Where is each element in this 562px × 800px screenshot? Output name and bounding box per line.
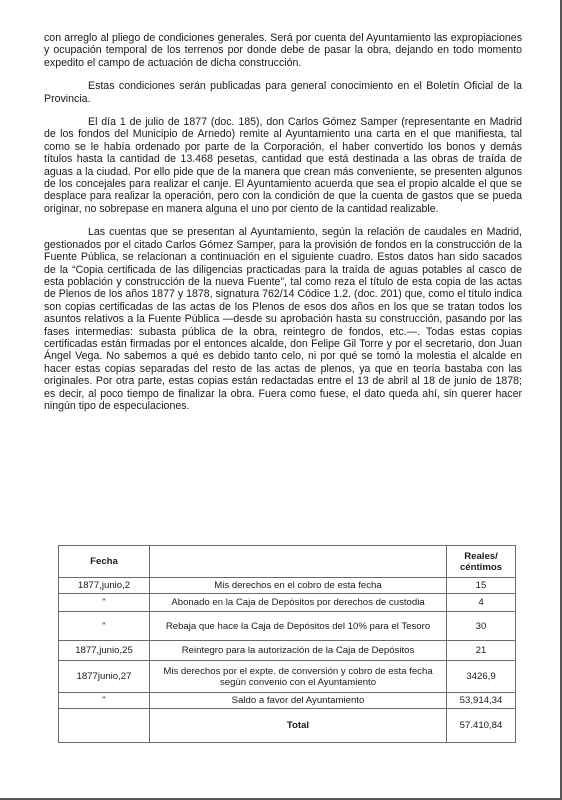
total-empty-cell bbox=[59, 709, 150, 743]
row-date: 1877junio,27 bbox=[59, 661, 150, 693]
row-amount: 4 bbox=[447, 594, 516, 612]
header-reales: Reales/ céntimos bbox=[447, 546, 516, 578]
table-row bbox=[59, 612, 516, 641]
row-date: 1877,junio,25 bbox=[59, 641, 150, 661]
paragraph: El día 1 de julio de 1877 (doc. 185), don Carlos Gómez Samper (representante en Madrid de los fondos del Municipio de Arnedo) remite al Ayuntamiento una carta en el que manifiesta, tal como se le había ordenado por parte de la Corporación, el haber convertido los bonos y demás títulos hasta la cantidad de 13.468 pesetas, cantidad que está destinada a las obras de traída de aguas a la ciudad. Por ello pide que de la manera que crean más conveniente, se presenten algunos de los concejales para realizar el canje. El Ayuntamiento acuerda que sea el propio alcalde el que se desplace para realizar la operación, pero con la condición de que la cuenta de gastos que se pueda originar, no sobrepase en manera alguna el uno por ciento de la cantidad realizable. bbox=[44, 116, 522, 215]
header-concepto bbox=[150, 546, 447, 578]
row-concept: Mis derechos en el cobro de esta fecha bbox=[150, 578, 447, 594]
row-concept: Abonado en la Caja de Depósitos por derechos de custodia bbox=[150, 594, 447, 612]
row-concept: Saldo a favor del Ayuntamiento bbox=[150, 693, 447, 709]
total-label: Total bbox=[150, 709, 447, 743]
row-date: " bbox=[59, 612, 150, 641]
table-header-row bbox=[59, 546, 516, 578]
header-fecha: Fecha bbox=[59, 546, 150, 578]
row-amount: 53,914,34 bbox=[447, 693, 516, 709]
accounts-table bbox=[58, 545, 516, 743]
total-value: 57.410,84 bbox=[447, 709, 516, 743]
table-row bbox=[59, 661, 516, 693]
row-amount: 30 bbox=[447, 612, 516, 641]
table-row bbox=[59, 578, 516, 594]
document-body bbox=[44, 32, 522, 423]
row-concept: Rebaja que hace la Caja de Depósitos del 10% para el Tesoro bbox=[150, 612, 447, 641]
row-amount: 21 bbox=[447, 641, 516, 661]
row-date: " bbox=[59, 594, 150, 612]
row-concept: Mis derechos por el expte. de conversión y cobro de esta fecha según convenio con el Ayuntamiento bbox=[150, 661, 447, 693]
paragraph: Estas condiciones serán publicadas para general conocimiento en el Boletín Oficial de la Provincia. bbox=[44, 80, 522, 105]
table-row bbox=[59, 594, 516, 612]
row-date: " bbox=[59, 693, 150, 709]
row-date: 1877,junio,2 bbox=[59, 578, 150, 594]
table-row bbox=[59, 693, 516, 709]
paragraph: Las cuentas que se presentan al Ayuntamiento, según la relación de caudales en Madrid, gestionados por el citado Carlos Gómez Samper, para la provisión de fondos en la construcción de la Fuente Pública, se relacionan a continuación en el siguiente cuadro. Estos datos han sido sacados de la “Copia certificada de las diligencias practicadas para la traída de aguas potables al casco de esta población y construcción de la nueva Fuente”, tal como reza el título de esta copia de las actas de Plenos de los años 1877 y 1878, signatura 762/14 Códice 1.2. (doc. 201) que, como el título indica son copias certificadas de las actas de los Plenos de esos dos años en los que se tratan todos los asuntos relativos a la Fuente Pública —desde su aprobación hasta su construcción, pasando por las fases intermedias: subasta pública de la obra, reintegro de fondos, etc.—. Todas estas copias certificadas están firmadas por el entonces alcalde, don Felipe Gil Torre y por el secretario, don Juan Ángel Vega. No sabemos a qué es debido tanto celo, ni por qué se tomó la molestia el alcalde en hacer estas copias separadas del resto de las actas de plenos, ya que en teoría bastaba con las originales. Por otra parte, estas copias están redactadas entre el 13 de abril al 18 de junio de 1878; es decir, al poco tiempo de finalizar la obra. Fuera como fuese, el dato queda ahí, sin querer hacer ningún tipo de especulaciones. bbox=[44, 226, 522, 412]
row-concept: Reintegro para la autorización de la Caja de Depósitos bbox=[150, 641, 447, 661]
table-row bbox=[59, 641, 516, 661]
table-total-row bbox=[59, 709, 516, 743]
row-amount: 15 bbox=[447, 578, 516, 594]
row-amount: 3426,9 bbox=[447, 661, 516, 693]
paragraph: con arreglo al pliego de condiciones generales. Será por cuenta del Ayuntamiento las expropiaciones y ocupación temporal de los terrenos por donde debe de pasar la obra, dejando en todo momento expedito el campo de actuación de dicha construcción. bbox=[44, 32, 522, 69]
